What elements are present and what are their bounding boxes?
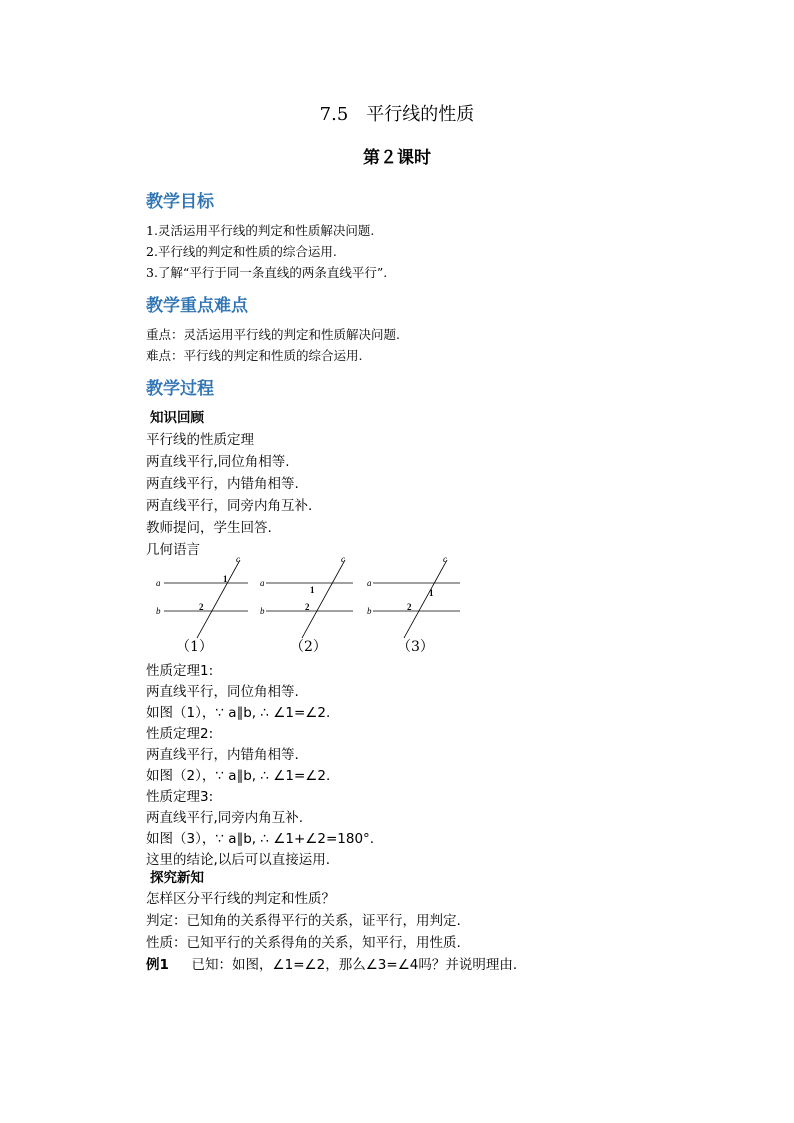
- review-line: 两直线平行,同位角相等.: [146, 454, 290, 470]
- section-heading-keypoints: 教学重点难点: [146, 296, 248, 316]
- example-1: [146, 953, 517, 973]
- figure-caption: （3）: [397, 639, 434, 655]
- review-line: 教师提问，学生回答.: [146, 520, 272, 536]
- keypoint-item: 重点：灵活运用平行线的判定和性质解决问题.: [146, 327, 400, 342]
- figure-3: [367, 556, 460, 638]
- theorem-statement: 两直线平行,同旁内角互补.: [146, 810, 304, 826]
- figure-caption: （2）: [290, 639, 327, 655]
- page-title: 7.5 平行线的性质: [319, 104, 475, 125]
- theorem-statement: 两直线平行，同位角相等.: [146, 684, 299, 700]
- angle-label-2: 2: [199, 602, 204, 612]
- keypoint-item: 难点：平行线的判定和性质的综合运用.: [146, 348, 363, 363]
- section-heading-goals: 教学目标: [146, 192, 214, 212]
- review-line: 两直线平行，内错角相等.: [146, 476, 299, 492]
- review-heading: 知识回顾: [150, 410, 204, 426]
- line-label-b: b: [260, 606, 265, 616]
- theorem-proof: 如图（3），∵ a∥b, ∴ ∠1+∠2=180°.: [146, 831, 375, 847]
- theorem-name: 性质定理1:: [146, 663, 214, 679]
- line-label-a: a: [367, 578, 372, 588]
- page-subtitle: 第２课时: [363, 148, 431, 168]
- example-label: 例1: [146, 957, 169, 973]
- angle-label-1: 1: [223, 574, 228, 584]
- angle-label-1: 1: [310, 585, 315, 595]
- line-label-c: c: [341, 556, 345, 564]
- theorem-statement: 两直线平行，内错角相等.: [146, 747, 299, 763]
- review-line: 两直线平行，同旁内角互补.: [146, 498, 313, 514]
- review-line: 平行线的性质定理: [146, 432, 254, 448]
- figure-1: [156, 556, 248, 638]
- goal-item: 2.平行线的判定和性质的综合运用.: [146, 244, 337, 259]
- theorem-proof: 如图（1），∵ a∥b, ∴ ∠1=∠2.: [146, 705, 331, 721]
- figure-2: [260, 556, 353, 638]
- theorem-name: 性质定理2:: [146, 726, 214, 742]
- goal-item: 1.灵活运用平行线的判定和性质解决问题.: [146, 223, 375, 238]
- example-text: 已知：如图，∠1=∠2，那么∠3=∠4吗？并说明理由.: [191, 957, 518, 973]
- theorem-proof: 如图（2），∵ a∥b, ∴ ∠1=∠2.: [146, 768, 331, 784]
- explore-line: 怎样区分平行线的判定和性质？: [146, 891, 335, 907]
- line-label-c: c: [443, 556, 447, 564]
- line-label-a: a: [260, 578, 265, 588]
- explore-heading: 探究新知: [150, 870, 204, 886]
- conclusion-text: 这里的结论,以后可以直接运用.: [146, 852, 331, 868]
- theorem-name: 性质定理3:: [146, 789, 214, 805]
- goal-item: 3.了解“平行于同一条直线的两条直线平行”.: [146, 265, 388, 280]
- line-label-b: b: [367, 606, 372, 616]
- explore-line: 判定：已知角的关系得平行的关系，证平行，用判定.: [146, 913, 461, 929]
- angle-label-2: 2: [305, 602, 310, 612]
- explore-line: 性质：已知平行的关系得角的关系，知平行，用性质.: [146, 935, 461, 951]
- section-heading-process: 教学过程: [146, 379, 214, 399]
- line-label-c: c: [236, 556, 240, 564]
- line-label-a: a: [156, 578, 161, 588]
- angle-label-1: 1: [429, 588, 434, 598]
- figure-caption: （1）: [176, 639, 213, 655]
- line-label-b: b: [156, 606, 161, 616]
- angle-label-2: 2: [407, 602, 412, 612]
- review-line: 几何语言: [146, 542, 200, 558]
